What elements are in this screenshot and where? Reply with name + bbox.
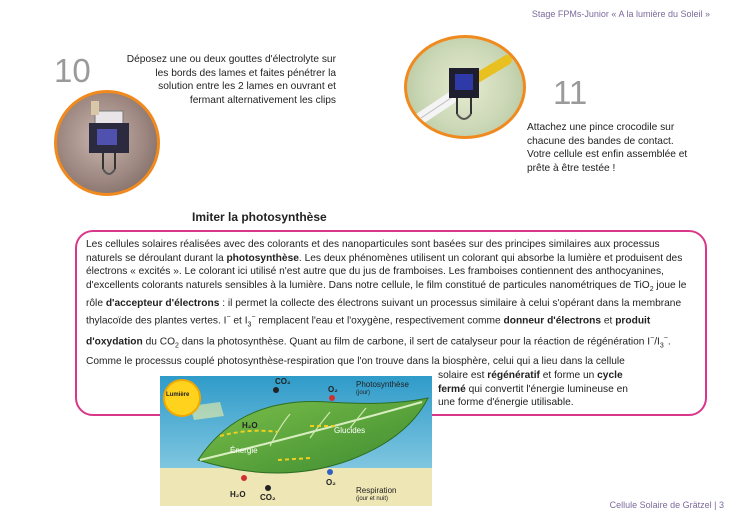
paragraph-cycle-line1: Comme le processus couplé photosynthèse-respiration que l'on trouve dans la biosphère, celui qui a lieu dans la cellule xyxy=(86,356,625,367)
label-glucides: Glucides xyxy=(334,426,366,435)
label-h2o-mid: H₂O xyxy=(242,421,258,430)
label-co2-bottom: CO₂ xyxy=(260,493,276,502)
label-h2o-bottom: H₂O xyxy=(230,490,246,499)
label-co2-top: CO₂ xyxy=(275,377,291,386)
label-lumiere: Lumière xyxy=(166,392,190,398)
paragraph-cycle-rest: solaire est régénératif et forme un cycle fermé qui convertit l'énergie lumineuse en une forme d'énergie utilisable. xyxy=(438,370,628,409)
label-photosynthese: Photosynthèse xyxy=(356,380,409,389)
step-11-text: Attachez une pince crocodile sur chacune des bandes de contact. Votre cellule est enfin assemblée et prête à être testée ! xyxy=(527,122,688,174)
photosynthesis-diagram xyxy=(160,376,432,506)
label-o2-bottom: O₂ xyxy=(326,478,336,487)
label-o2-top: O₂ xyxy=(328,385,338,394)
label-photosynthese-sub: (jour) xyxy=(356,390,371,396)
page-footer: Cellule Solaire de Grätzel | 3 xyxy=(609,500,724,510)
step-11-number: 11 xyxy=(553,74,588,111)
step-10-number: 10 xyxy=(54,52,91,89)
page-header: Stage FPMs-Junior « A la lumière du Soleil » xyxy=(531,9,710,19)
paragraph-photosynthesis: Les cellules solaires réalisées avec des colorants et des nanoparticules sont basées sur des principes similaires aux processus naturels se déroulant durant la photosynthèse. Les deux phénomènes utilisent un colorant qui absorbe la lumière et produisent des électrons « excités ». Le colorant ici utilisé n'est autre que du jus de framboises. Les framboises contiennent des anthocyanines, d'excellents colorants naturels sensibles à la lumière. Dans notre cellule, le film constitué de particules nanométriques de TiO$_2$ joue le rôle d'accepteur d'électrons : il permet la collecte des électrons suivant un processus similaire à celui s'opérant dans la membrane thylacoïde des plantes vertes. I− et $I_3^-$ remplacent l'eau et l'oxygène, respectivement comme donneur d'électrons et produit d'oxydation du $CO_2$ dans la photosynthèse. Quant au film de carbone, il sert de catalyseur pour la réaction de régénération $I^-/I_3^-$. xyxy=(86,239,687,350)
label-respiration: Respiration xyxy=(356,486,397,495)
step-10-photo xyxy=(54,90,160,196)
step-10-text: Déposez une ou deux gouttes d'électrolyte sur les bords des lames et faites pénétrer la solution entre les 2 lames en ouvrant et fermant alternativement les clips xyxy=(126,54,336,106)
label-energie: Énergie xyxy=(230,446,258,455)
crocodile-clip-illustration xyxy=(407,38,523,136)
section-title: Imiter la photosynthèse xyxy=(192,210,327,224)
step-11-photo xyxy=(404,35,526,139)
clip-cell-illustration xyxy=(57,93,157,193)
label-respiration-sub: (jour et nuit) xyxy=(356,496,389,502)
